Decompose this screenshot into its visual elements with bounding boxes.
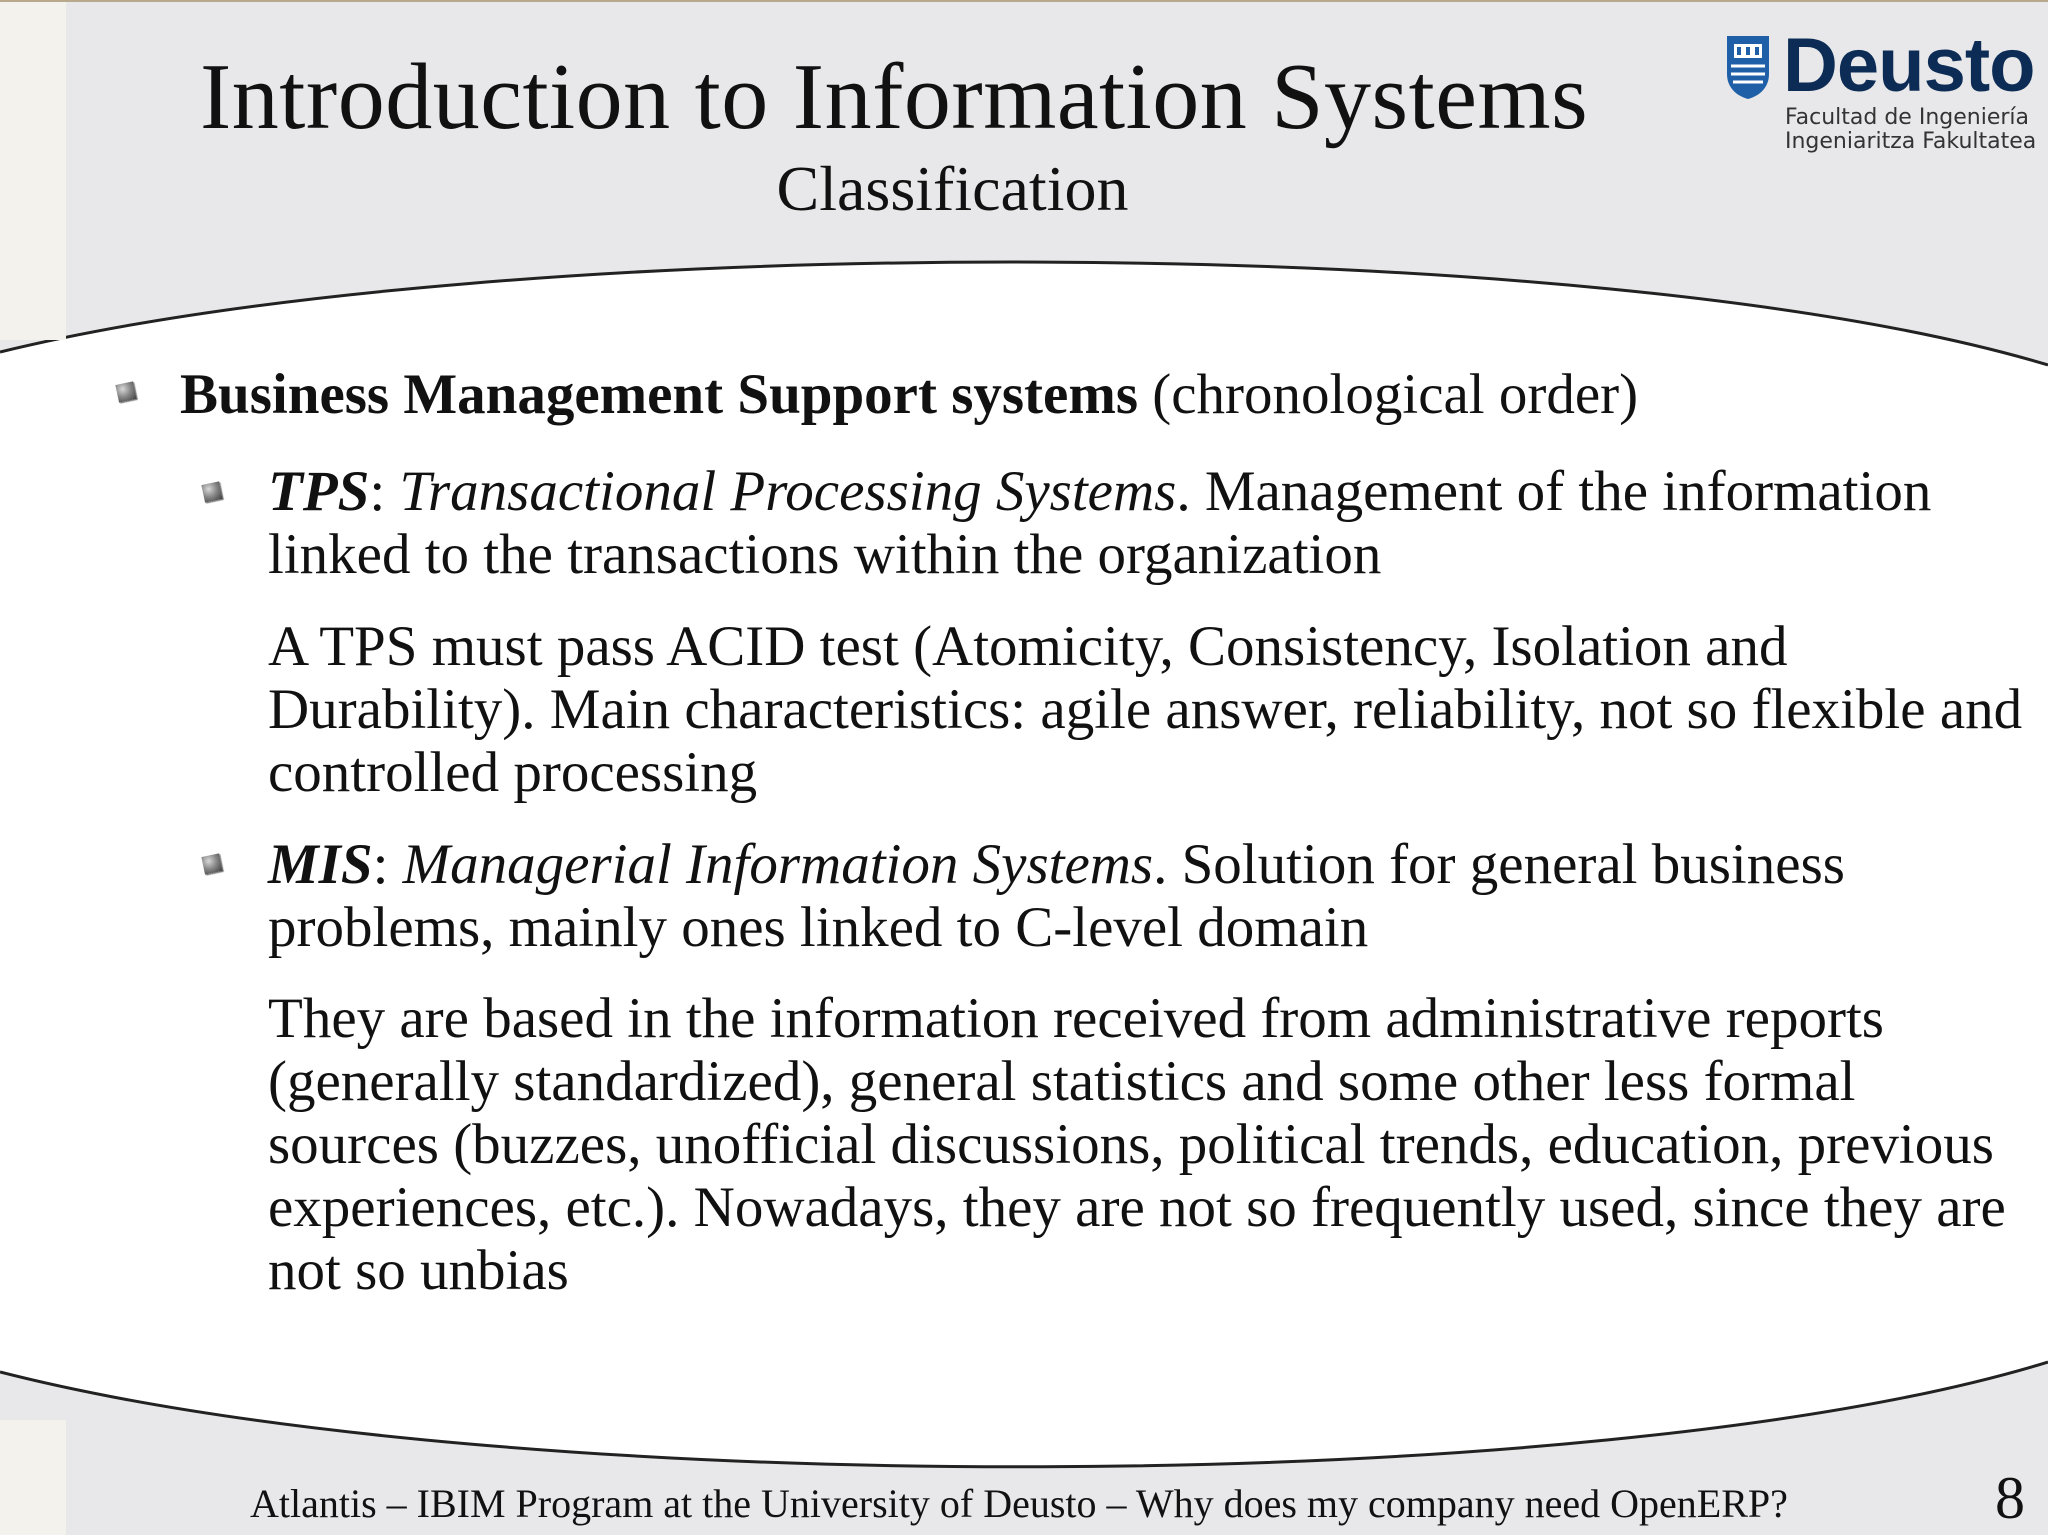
mis-separator: : — [372, 833, 403, 896]
main-bullet-note: (chronological order) — [1138, 363, 1639, 426]
tps-separator: : — [369, 460, 400, 523]
logo-subtitle-es: Facultad de Ingeniería — [1785, 105, 2029, 130]
bullet-icon — [115, 381, 136, 402]
bullet-icon — [201, 481, 222, 502]
mis-abbr: MIS — [268, 833, 373, 896]
main-bullet-text — [180, 363, 2020, 426]
tps-detail: A TPS must pass ACID test (Atomicity, Consistency, Isolation and Durability). Main characteristics: agile answer, reliability, not so flexible and controlled processing — [268, 615, 2023, 804]
mis-detail: They are based in the information received from administrative reports (generally standardized), general statistics and some other less formal sources (buzzes, unofficial discussions, political trends, education, previous experiences, etc.). Nowadays, they are not so frequently used, since they are not so unbias — [268, 987, 2006, 1302]
mis-name: Managerial Information Systems — [402, 833, 1154, 896]
footer-text: Atlantis – IBIM Program at the University of Deusto – Why does my company need OpenERP? — [250, 1481, 1788, 1526]
logo-wordmark: Deusto — [1783, 23, 2035, 108]
tps-bullet-text — [268, 460, 2008, 586]
tps-description: . Management of the information linked to the transactions within the organization — [268, 460, 1932, 586]
main-bullet-heading: Business Management Support systems — [180, 363, 1139, 426]
tps-name: Transactional Processing Systems — [399, 460, 1177, 523]
slide-subtitle: Classification — [776, 153, 1129, 224]
page-number: 8 — [1995, 1465, 2025, 1531]
bullet-icon — [201, 853, 222, 874]
mis-description: . Solution for general business problems, mainly ones linked to C-level domain — [268, 833, 1845, 959]
mis-bullet-text — [268, 833, 1908, 959]
footer-left-strip — [0, 1420, 66, 1535]
deusto-logo — [1725, 23, 2045, 160]
logo-subtitle-eu: Ingeniaritza Fakultatea — [1785, 129, 2037, 154]
tps-abbr: TPS — [268, 460, 370, 523]
slide-title: Introduction to Information Systems — [200, 45, 1589, 149]
university-shield-icon — [1725, 34, 1771, 100]
